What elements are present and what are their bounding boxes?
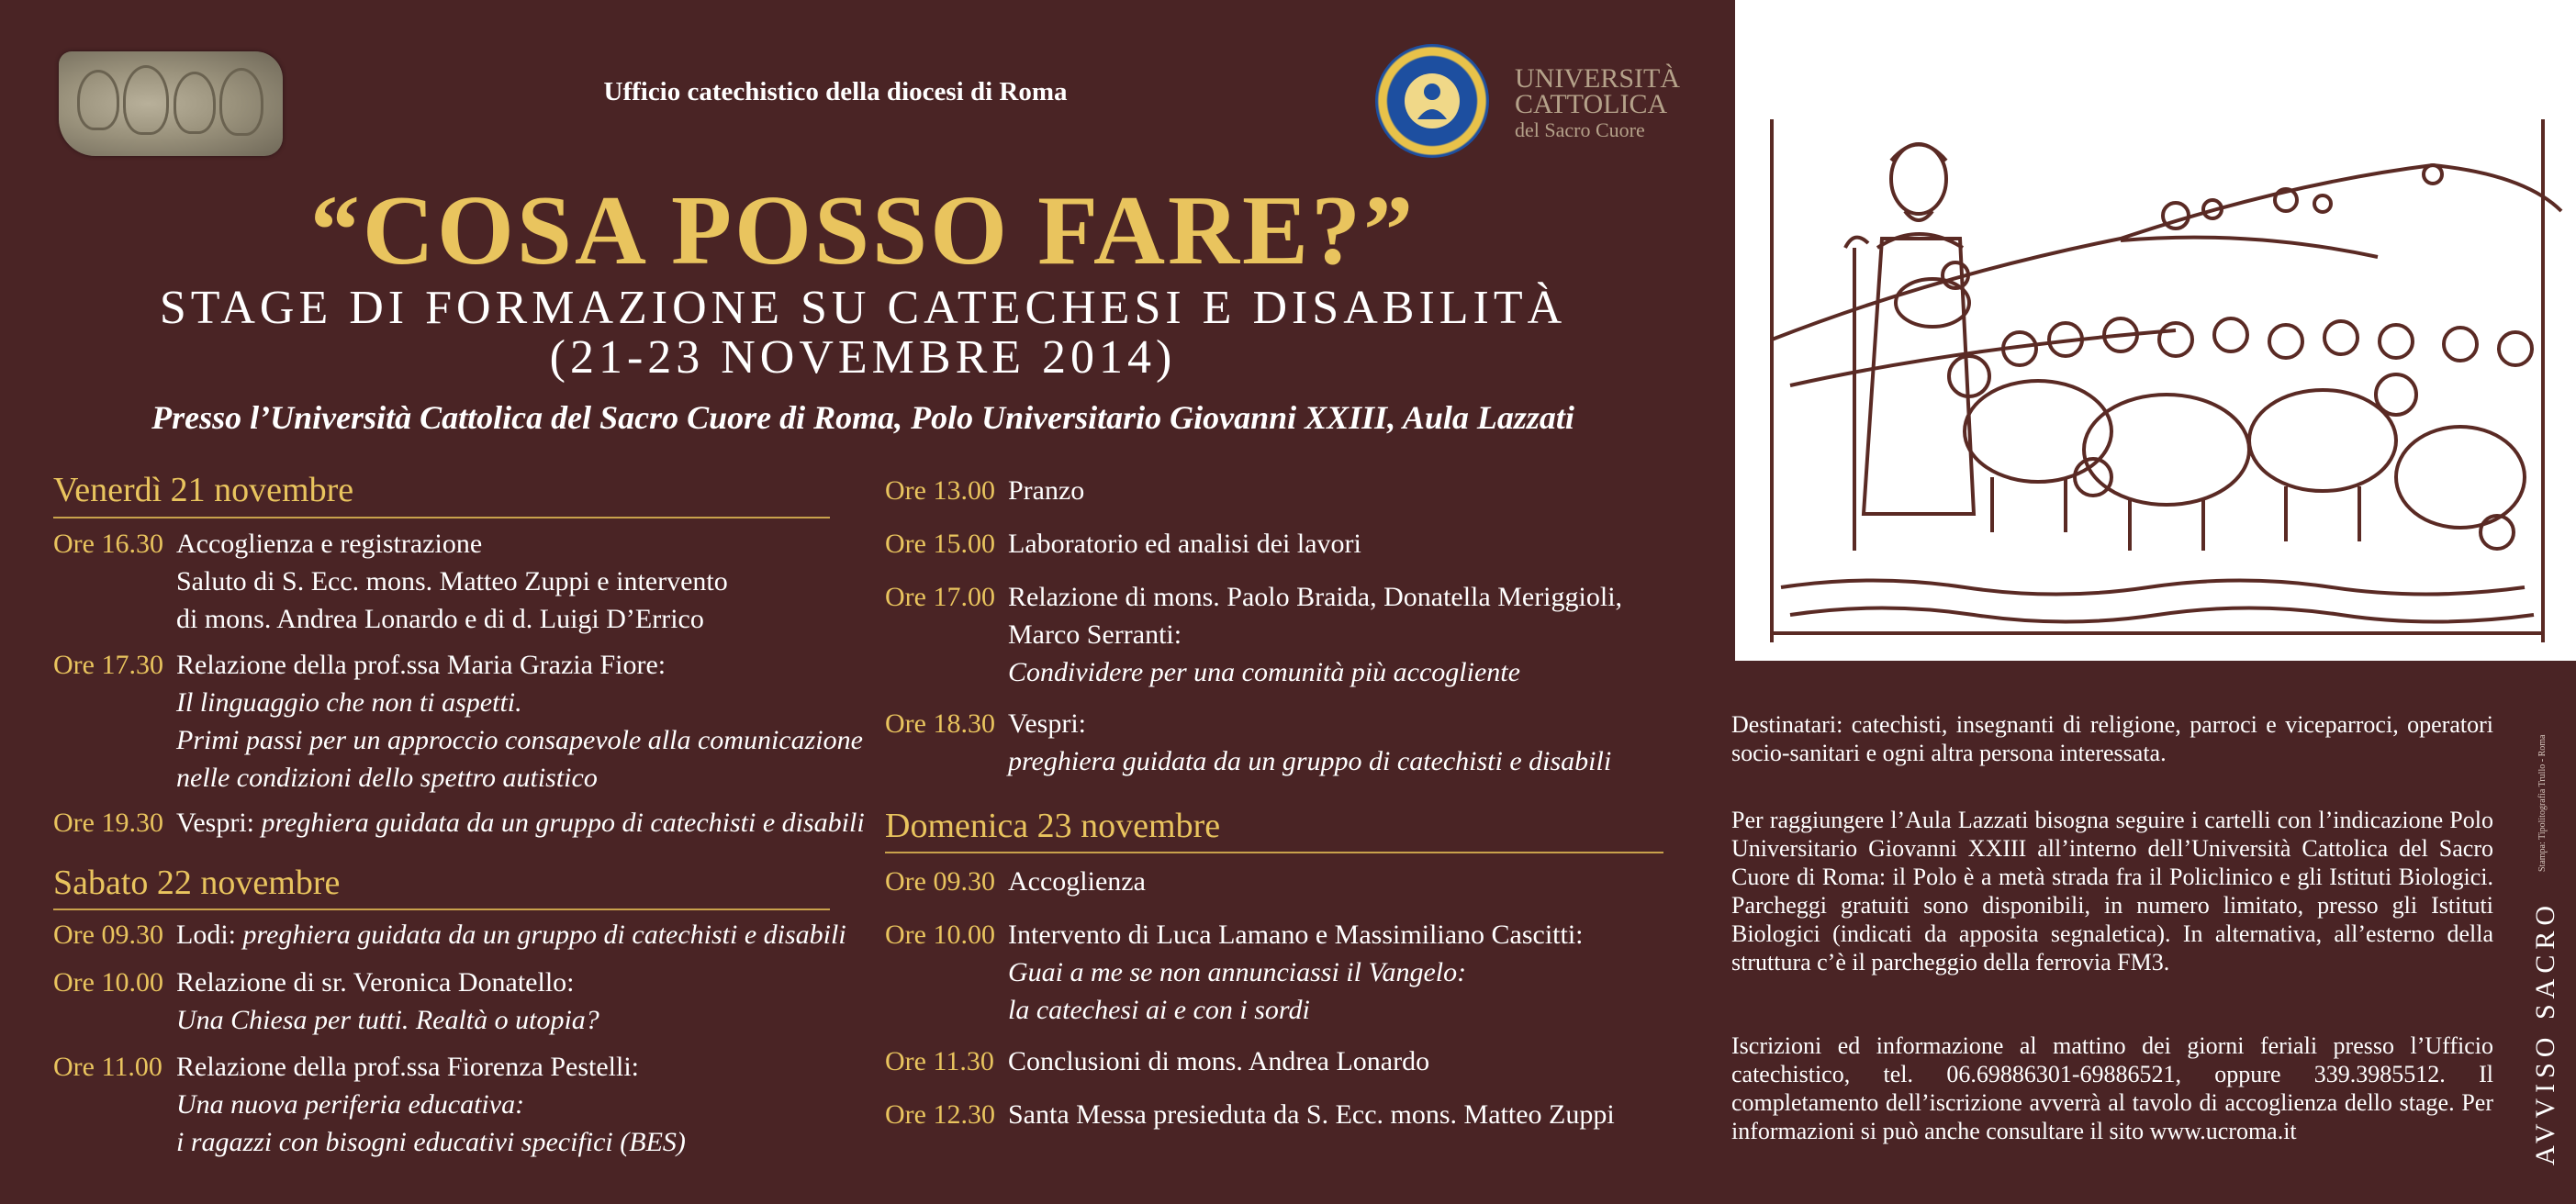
item-text: Relazione della prof.ssa Maria Grazia Fiore: bbox=[176, 650, 666, 680]
university-line3: del Sacro Cuore bbox=[1515, 118, 1645, 141]
item-italic-text: preghiera guidata da un gruppo di catechisti e disabili bbox=[1008, 746, 1612, 776]
item-italic-text: Guai a me se non annunciassi il Vangelo: bbox=[1008, 957, 1467, 987]
event-location: Presso l’Università Cattolica del Sacro Cuore di Roma, Polo Universitario Giovanni XXIII, Aula Lazzati bbox=[151, 399, 1574, 436]
item-text: Laboratorio ed analisi dei lavori bbox=[1008, 529, 1361, 559]
time-label: Ore 12.30 bbox=[885, 1099, 995, 1130]
item-text: Vespri: bbox=[1008, 708, 1086, 739]
item-text: Vespri: bbox=[176, 808, 262, 838]
item-text: Accoglienza bbox=[1008, 866, 1146, 897]
time-label: Ore 13.00 bbox=[885, 475, 995, 506]
office-name: Ufficio catechistico della diocesi di Roma bbox=[603, 77, 1068, 106]
info-recipients: Destinatari: catechisti, insegnanti di religione, parroci e viceparroci, operatori socio-sanitari e ogni altra persona interessata. bbox=[1731, 711, 2493, 766]
divider bbox=[53, 517, 830, 518]
saturday-heading: Sabato 22 novembre bbox=[53, 864, 341, 902]
university-seal-icon bbox=[1375, 44, 1489, 158]
time-label: Ore 11.30 bbox=[885, 1046, 994, 1076]
time-label: Ore 10.00 bbox=[53, 967, 163, 998]
subtitle: STAGE DI FORMAZIONE SU CATECHESI E DISABILITÀ bbox=[159, 282, 1567, 334]
item-text: Lodi: bbox=[176, 920, 243, 950]
university-logo-text bbox=[1515, 63, 1680, 143]
avviso-sacro-label: AVVISO SACRO bbox=[2530, 899, 2560, 1165]
printer-credit: Stampa: Tipolitografia Trullo - Roma bbox=[2537, 734, 2548, 872]
time-label: Ore 16.30 bbox=[53, 529, 163, 559]
item-italic-text: la catechesi ai e con i sordi bbox=[1008, 995, 1310, 1025]
sunday-heading: Domenica 23 novembre bbox=[885, 807, 1221, 845]
item-text: Conclusioni di mons. Andrea Lonardo bbox=[1008, 1046, 1430, 1076]
item-italic-text: i ragazzi con bisogni educativi specifici (BES) bbox=[176, 1127, 686, 1157]
item-text: Intervento di Luca Lamano e Massimiliano Cascitti: bbox=[1008, 920, 1584, 950]
item-italic-text: preghiera guidata da un gruppo di catechisti e disabili bbox=[261, 808, 865, 838]
item-italic-text: Una Chiesa per tutti. Realtà o utopia? bbox=[176, 1005, 599, 1035]
item-italic-text: Primi passi per un approccio consapevole alla comunicazione bbox=[176, 725, 863, 755]
time-label: Ore 15.00 bbox=[885, 529, 995, 559]
item-text: Santa Messa presieduta da S. Ecc. mons. Matteo Zuppi bbox=[1008, 1099, 1615, 1130]
item-italic-text: Il linguaggio che non ti aspetti. bbox=[176, 687, 522, 718]
time-label: Ore 11.00 bbox=[53, 1052, 162, 1082]
time-label: Ore 19.30 bbox=[53, 808, 163, 838]
shepherd-illustration bbox=[1735, 0, 2576, 661]
item-text: Relazione della prof.ssa Fiorenza Pestelli: bbox=[176, 1052, 640, 1082]
time-label: Ore 09.30 bbox=[53, 920, 163, 950]
info-registration: Iscrizioni ed informazione al mattino dei giorni feriali presso l’Ufficio catechistico, tel. 06.69886301-69886521, oppure 339.3985512. Il completamento dell’iscrizione avverrà al tavolo di accoglienza dello stage. Per informazioni si può anche consultare il sito www.ucroma.it bbox=[1731, 1032, 2493, 1144]
item-text: Marco Serranti: bbox=[1008, 619, 1182, 650]
university-line1: UNIVERSITÀ bbox=[1515, 63, 1680, 94]
item-text: Relazione di sr. Veronica Donatello: bbox=[176, 967, 575, 998]
item-text: Relazione di mons. Paolo Braida, Donatella Meriggioli, bbox=[1008, 582, 1623, 612]
friday-heading: Venerdì 21 novembre bbox=[53, 471, 354, 509]
stone-relief-image bbox=[59, 51, 283, 156]
time-label: Ore 10.00 bbox=[885, 920, 995, 950]
main-title: “COSA POSSO FARE?” bbox=[309, 176, 1417, 285]
time-label: Ore 17.30 bbox=[53, 650, 163, 680]
item-text: di mons. Andrea Lonardo e di d. Luigi D’Errico bbox=[176, 604, 704, 634]
info-directions: Per raggiungere l’Aula Lazzati bisogna seguire i cartelli con l’indicazione Polo Universitario Giovanni XXIII all’interno dell’Università Cattolica del Sacro Cuore di Roma: il Polo è a metà strada fra il Policlinico e gli Istituti Biologici. Parcheggi gratuiti sono disponibili, in numero limitato, presso gli Istituti Biologici (indicati da apposita segnaletica). In alternativa, all’esterno della struttura c’è il parcheggio della ferrovia FM3. bbox=[1731, 807, 2493, 975]
item-italic-text: preghiera guidata da un gruppo di catechisti e disabili bbox=[242, 920, 846, 950]
time-label: Ore 17.00 bbox=[885, 582, 995, 612]
item-italic-text: Una nuova periferia educativa: bbox=[176, 1089, 525, 1120]
time-label: Ore 18.30 bbox=[885, 708, 995, 739]
divider bbox=[885, 852, 1663, 853]
university-line2: CATTOLICA bbox=[1515, 89, 1668, 119]
item-text: Saluto di S. Ecc. mons. Matteo Zuppi e intervento bbox=[176, 566, 728, 596]
item-text: Pranzo bbox=[1008, 475, 1085, 506]
item-text: Accoglienza e registrazione bbox=[176, 529, 483, 559]
item-italic-text: Condividere per una comunità più accogliente bbox=[1008, 657, 1520, 687]
event-dates: (21-23 NOVEMBRE 2014) bbox=[549, 331, 1177, 384]
divider bbox=[53, 909, 830, 910]
item-italic-text: nelle condizioni dello spettro autistico bbox=[176, 763, 598, 793]
time-label: Ore 09.30 bbox=[885, 866, 995, 897]
